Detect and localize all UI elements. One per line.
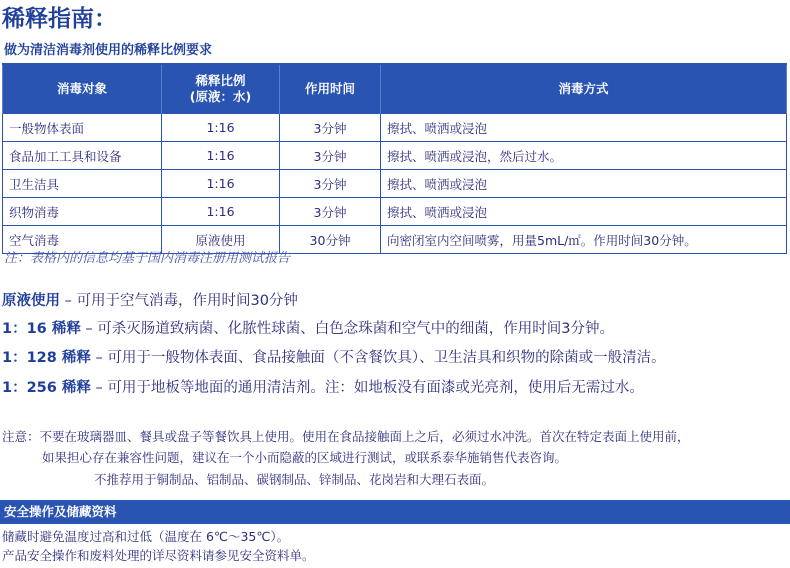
- cell-method: 向密闭室内空间喷雾，用量5mL/㎡。作用时间30分钟。: [381, 226, 787, 254]
- table-row: [3, 114, 787, 142]
- header-time: 作用时间: [280, 64, 381, 114]
- ratio-label: 1：16 稀释: [2, 321, 81, 337]
- ratio-text: – 可用于地板等地面的通用清洁剂。注：如地板没有面漆或光亮剂，使用后无需过水。: [90, 380, 644, 396]
- cell-target: 空气消毒: [3, 226, 162, 254]
- cell-ratio: 1:16: [162, 142, 280, 170]
- cell-time: 3分钟: [280, 114, 381, 142]
- ratio-text: – 可杀灭肠道致病菌、化脓性球菌、白色念珠菌和空气中的细菌，作用时间3分钟。: [80, 321, 615, 337]
- ratio-text: – 可用于一般物体表面、食品接触面（不含餐饮具）、卫生洁具和织物的除菌或一般清洁。: [90, 350, 666, 366]
- cell-ratio: 1:16: [162, 114, 280, 142]
- table-row: [3, 170, 787, 198]
- caution-line-1: 注意：不要在玻璃器皿、餐具或盘子等餐饮具上使用。使用在食品接触面上之后，必须过水冲洗。首次在特定表面上使用前，: [2, 429, 690, 444]
- cell-method: 擦拭、喷洒或浸泡，然后过水。: [381, 142, 787, 170]
- header-ratio: [162, 64, 280, 114]
- cell-target: 一般物体表面: [3, 114, 162, 142]
- table-row: [3, 142, 787, 170]
- header-target: 消毒对象: [3, 64, 162, 114]
- caution-line-2: 如果担心存在兼容性问题，建议在一个小而隐蔽的区域进行测试，或联系泰华施销售代表咨询。: [42, 450, 568, 465]
- safety-sds-text: 产品安全操作和废料处理的详尽资料请参见安全资料单。: [2, 548, 315, 563]
- caution-line-3: 不推荐用于铜制品、铝制品、碳钢制品、锌制品、花岗岩和大理石表面。: [94, 472, 495, 487]
- cell-method: 擦拭、喷洒或浸泡: [381, 170, 787, 198]
- safety-storage-text: 储藏时避免温度过高和过低（温度在 6℃～35℃）。: [2, 529, 290, 544]
- ratio-line-1-16: [2, 317, 614, 338]
- cell-ratio: 1:16: [162, 198, 280, 226]
- page-title: 稀释指南：: [2, 6, 117, 32]
- ratio-line-1-256: [2, 376, 644, 397]
- table-row: [3, 198, 787, 226]
- ratio-line-1-128: [2, 346, 666, 367]
- cell-target: 卫生洁具: [3, 170, 162, 198]
- cell-ratio: 原液使用: [162, 226, 280, 254]
- dilution-table: [2, 63, 787, 254]
- cell-method: 擦拭、喷洒或浸泡: [381, 198, 787, 226]
- cell-time: 3分钟: [280, 142, 381, 170]
- cell-time: 3分钟: [280, 198, 381, 226]
- cell-ratio: 1:16: [162, 170, 280, 198]
- header-method: 消毒方式: [381, 64, 787, 114]
- safety-heading: 安全操作及储藏资料: [0, 500, 790, 524]
- header-ratio-line2: (原液：水): [189, 89, 252, 104]
- table-header-row: [3, 64, 787, 114]
- ratio-label: 1：256 稀释: [2, 380, 91, 396]
- page-subtitle: 做为清洁消毒剂使用的稀释比例要求: [4, 43, 213, 58]
- cell-target: 食品加工工具和设备: [3, 142, 162, 170]
- header-ratio-line1: 稀释比例: [195, 73, 246, 88]
- cell-time: 30分钟: [280, 226, 381, 254]
- ratio-label: 原液使用: [2, 293, 60, 309]
- cell-target: 织物消毒: [3, 198, 162, 226]
- table-footnote: 注：表格内的信息均基于国内消毒注册用测试报告: [4, 251, 291, 266]
- cell-time: 3分钟: [280, 170, 381, 198]
- ratio-text: – 可用于空气消毒，作用时间30分钟: [60, 293, 298, 309]
- cell-method: 擦拭、喷洒或浸泡: [381, 114, 787, 142]
- ratio-line-concentrate: [2, 289, 298, 310]
- ratio-label: 1：128 稀释: [2, 350, 91, 366]
